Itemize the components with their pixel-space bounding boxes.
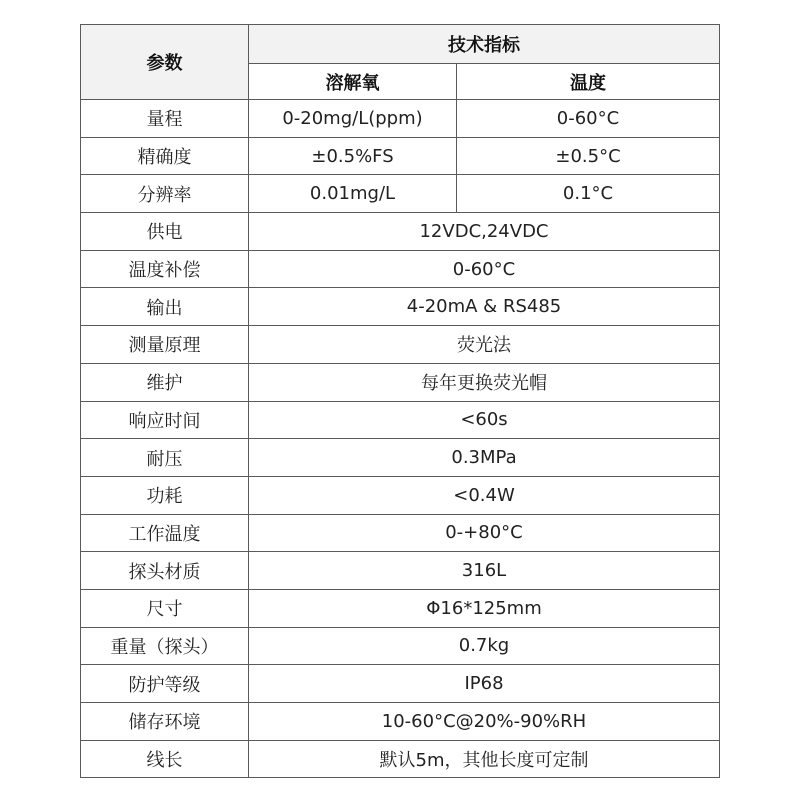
table-row: [81, 401, 720, 439]
spec-table: [80, 24, 720, 778]
value-cell: Φ16*125mm: [249, 589, 720, 627]
param-cell: 尺寸: [81, 589, 249, 627]
header-row-1: [81, 25, 720, 64]
param-cell: 储存环境: [81, 703, 249, 741]
table-row: [81, 137, 720, 175]
temp-value-cell: 0.1°C: [457, 175, 720, 213]
param-cell: 探头材质: [81, 552, 249, 590]
table-row: [81, 665, 720, 703]
table-row: [81, 703, 720, 741]
table-row: [81, 627, 720, 665]
param-cell: 精确度: [81, 137, 249, 175]
value-cell: 0.7kg: [249, 627, 720, 665]
value-cell: 0-+80°C: [249, 514, 720, 552]
table-row: [81, 288, 720, 326]
spec-header: 技术指标: [249, 25, 720, 64]
value-cell: 荧光法: [249, 326, 720, 364]
table-row: [81, 740, 720, 778]
table-row: [81, 476, 720, 514]
value-cell: 0-60°C: [249, 250, 720, 288]
do-value-cell: ±0.5%FS: [249, 137, 457, 175]
table-row: [81, 326, 720, 364]
param-header: 参数: [81, 25, 249, 100]
param-cell: 工作温度: [81, 514, 249, 552]
do-value-cell: 0-20mg/L(ppm): [249, 100, 457, 138]
table-row: [81, 250, 720, 288]
param-cell: 功耗: [81, 476, 249, 514]
temperature-header: 温度: [457, 64, 720, 100]
table-row: [81, 552, 720, 590]
temp-value-cell: ±0.5°C: [457, 137, 720, 175]
table-row: [81, 213, 720, 251]
value-cell: 12VDC,24VDC: [249, 213, 720, 251]
param-cell: 耐压: [81, 439, 249, 477]
param-cell: 供电: [81, 213, 249, 251]
table-row: [81, 439, 720, 477]
param-cell: 温度补偿: [81, 250, 249, 288]
table-row: [81, 100, 720, 138]
param-cell: 维护: [81, 363, 249, 401]
value-cell: IP68: [249, 665, 720, 703]
param-cell: 线长: [81, 740, 249, 778]
table-row: [81, 589, 720, 627]
dissolved-oxygen-header: 溶解氧: [249, 64, 457, 100]
temp-value-cell: 0-60°C: [457, 100, 720, 138]
param-cell: 防护等级: [81, 665, 249, 703]
value-cell: 每年更换荧光帽: [249, 363, 720, 401]
value-cell: 0.3MPa: [249, 439, 720, 477]
value-cell: 10-60°C@20%-90%RH: [249, 703, 720, 741]
param-cell: 重量（探头）: [81, 627, 249, 665]
param-cell: 响应时间: [81, 401, 249, 439]
value-cell: <0.4W: [249, 476, 720, 514]
table-row: [81, 175, 720, 213]
do-value-cell: 0.01mg/L: [249, 175, 457, 213]
table-row: [81, 363, 720, 401]
value-cell: 316L: [249, 552, 720, 590]
table-row: [81, 514, 720, 552]
value-cell: <60s: [249, 401, 720, 439]
value-cell: 4-20mA & RS485: [249, 288, 720, 326]
param-cell: 分辨率: [81, 175, 249, 213]
param-cell: 输出: [81, 288, 249, 326]
param-cell: 测量原理: [81, 326, 249, 364]
value-cell: 默认5m，其他长度可定制: [249, 740, 720, 778]
param-cell: 量程: [81, 100, 249, 138]
